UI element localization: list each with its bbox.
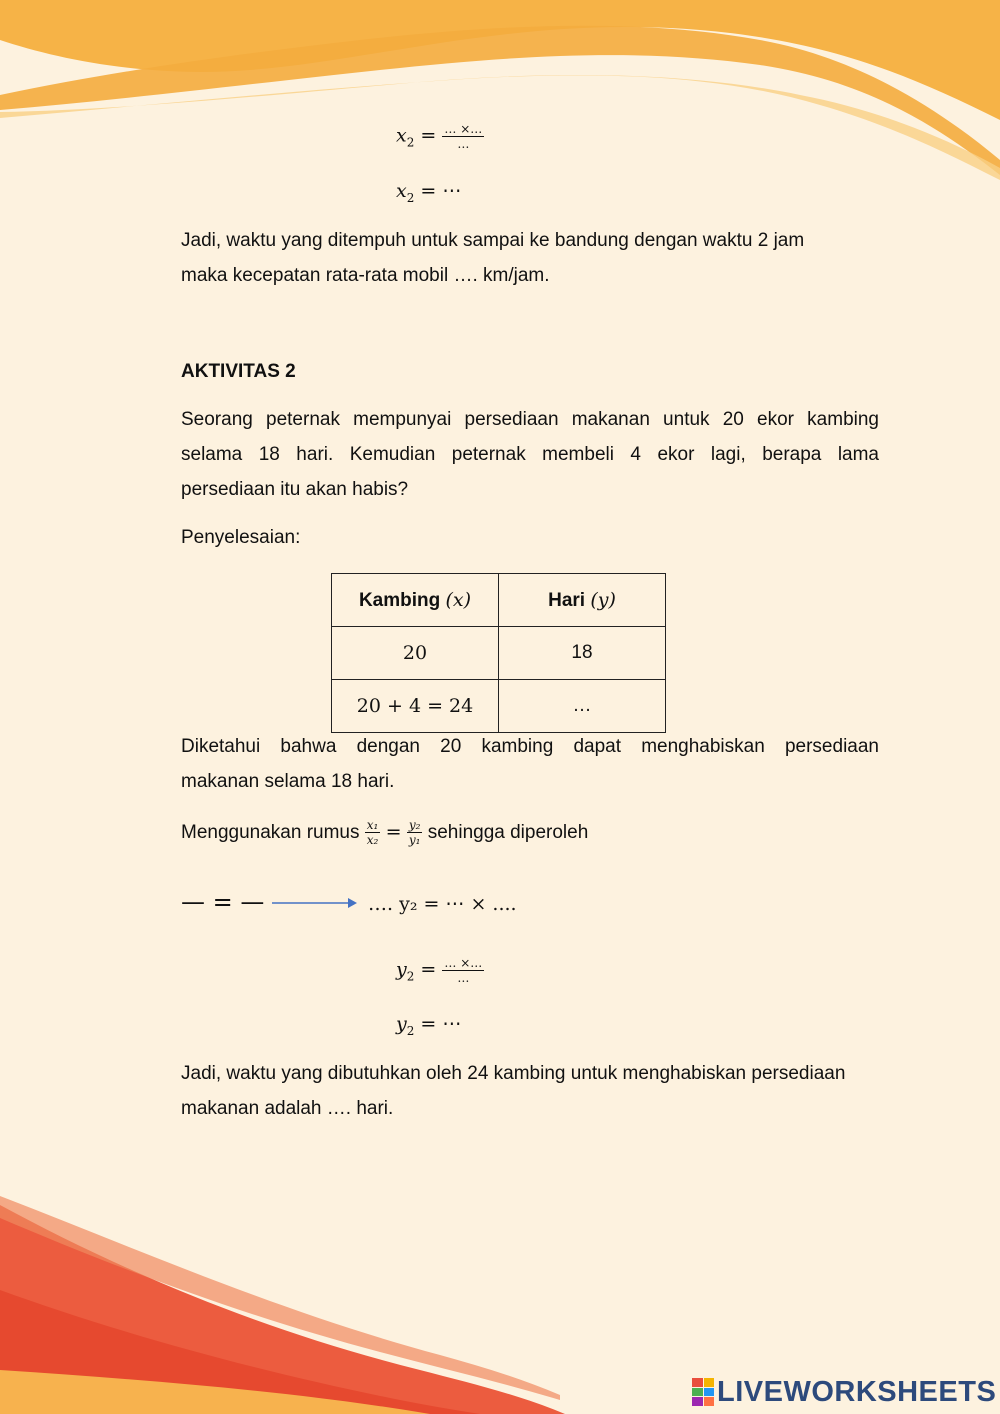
paragraph-speed-conclusion: Jadi, waktu yang ditempuh untuk sampai ke bandung dengan waktu 2 jam maka kecepatan rata-rata mobil …. km/jam.	[181, 230, 805, 286]
fraction-denominator: …	[457, 971, 470, 985]
formula-rhs-fraction: $\frac{\text{y₂}}{\text{y₁}}$	[408, 818, 421, 848]
fraction-numerator: … ×…	[444, 956, 483, 970]
known-statement: Diketahui bahwa dengan 20 kambing dapat menghabiskan persediaan makanan selama 18 hari.	[181, 736, 879, 792]
liveworksheets-logo	[692, 1375, 996, 1409]
table-header-cell: Hari (y)	[499, 574, 666, 627]
y2-fraction-equation: $y_2$ = $\frac{\dots \times\dots}{\dots}$	[396, 956, 483, 985]
formula-line: Menggunakan rumus $\frac{\text{x₁}}{\text{x₂}}$ = $\frac{\text{y₂}}{\text{y₁}}$ sehingga diperoleh	[181, 818, 589, 848]
activity-title: AKTIVITAS 2	[181, 361, 296, 382]
fraction-numerator: … ×…	[444, 122, 483, 136]
y2-result-equation: $y_2$ = ⋯	[396, 1013, 462, 1038]
table-cell: 20 + 4 = 24	[332, 680, 499, 733]
fraction-denominator: …	[457, 137, 470, 151]
logo-mark-icon	[692, 1378, 714, 1406]
blank-ratio-input[interactable]: — = —	[181, 888, 265, 916]
table-header-row	[332, 574, 666, 627]
x2-fraction-equation: $x_2$ = $\frac{\dots \times\dots}{\dots}$	[396, 122, 483, 151]
conclusion-paragraph: Jadi, waktu yang dibutuhkan oleh 24 kambing untuk menghabiskan persediaan makanan adalah …. hari.	[181, 1063, 846, 1119]
problem-statement: Seorang peternak mempunyai persediaan makanan untuk 20 ekor kambing selama 18 hari. Kemudian peternak membeli 4 ekor lagi, berapa lama persediaan itu akan habis?	[181, 409, 879, 500]
table-cell: 18	[499, 627, 666, 680]
x2-result-equation: $x_2$ = ⋯	[396, 180, 462, 205]
table-row	[332, 680, 666, 733]
formula-lhs-fraction: $\frac{\text{x₁}}{\text{x₂}}$	[366, 818, 379, 848]
data-table	[331, 573, 666, 733]
solution-label: Penyelesaian:	[181, 527, 301, 548]
table-cell: 20	[332, 627, 499, 680]
logo-text: LIVEWORKSHEETS	[717, 1375, 997, 1408]
cross-equation: …. y₂ = ⋯ × ....	[368, 893, 517, 915]
table-header-cell: Kambing (x)	[332, 574, 499, 627]
table-row	[332, 627, 666, 680]
answer-blank-cell[interactable]: …	[499, 680, 666, 733]
